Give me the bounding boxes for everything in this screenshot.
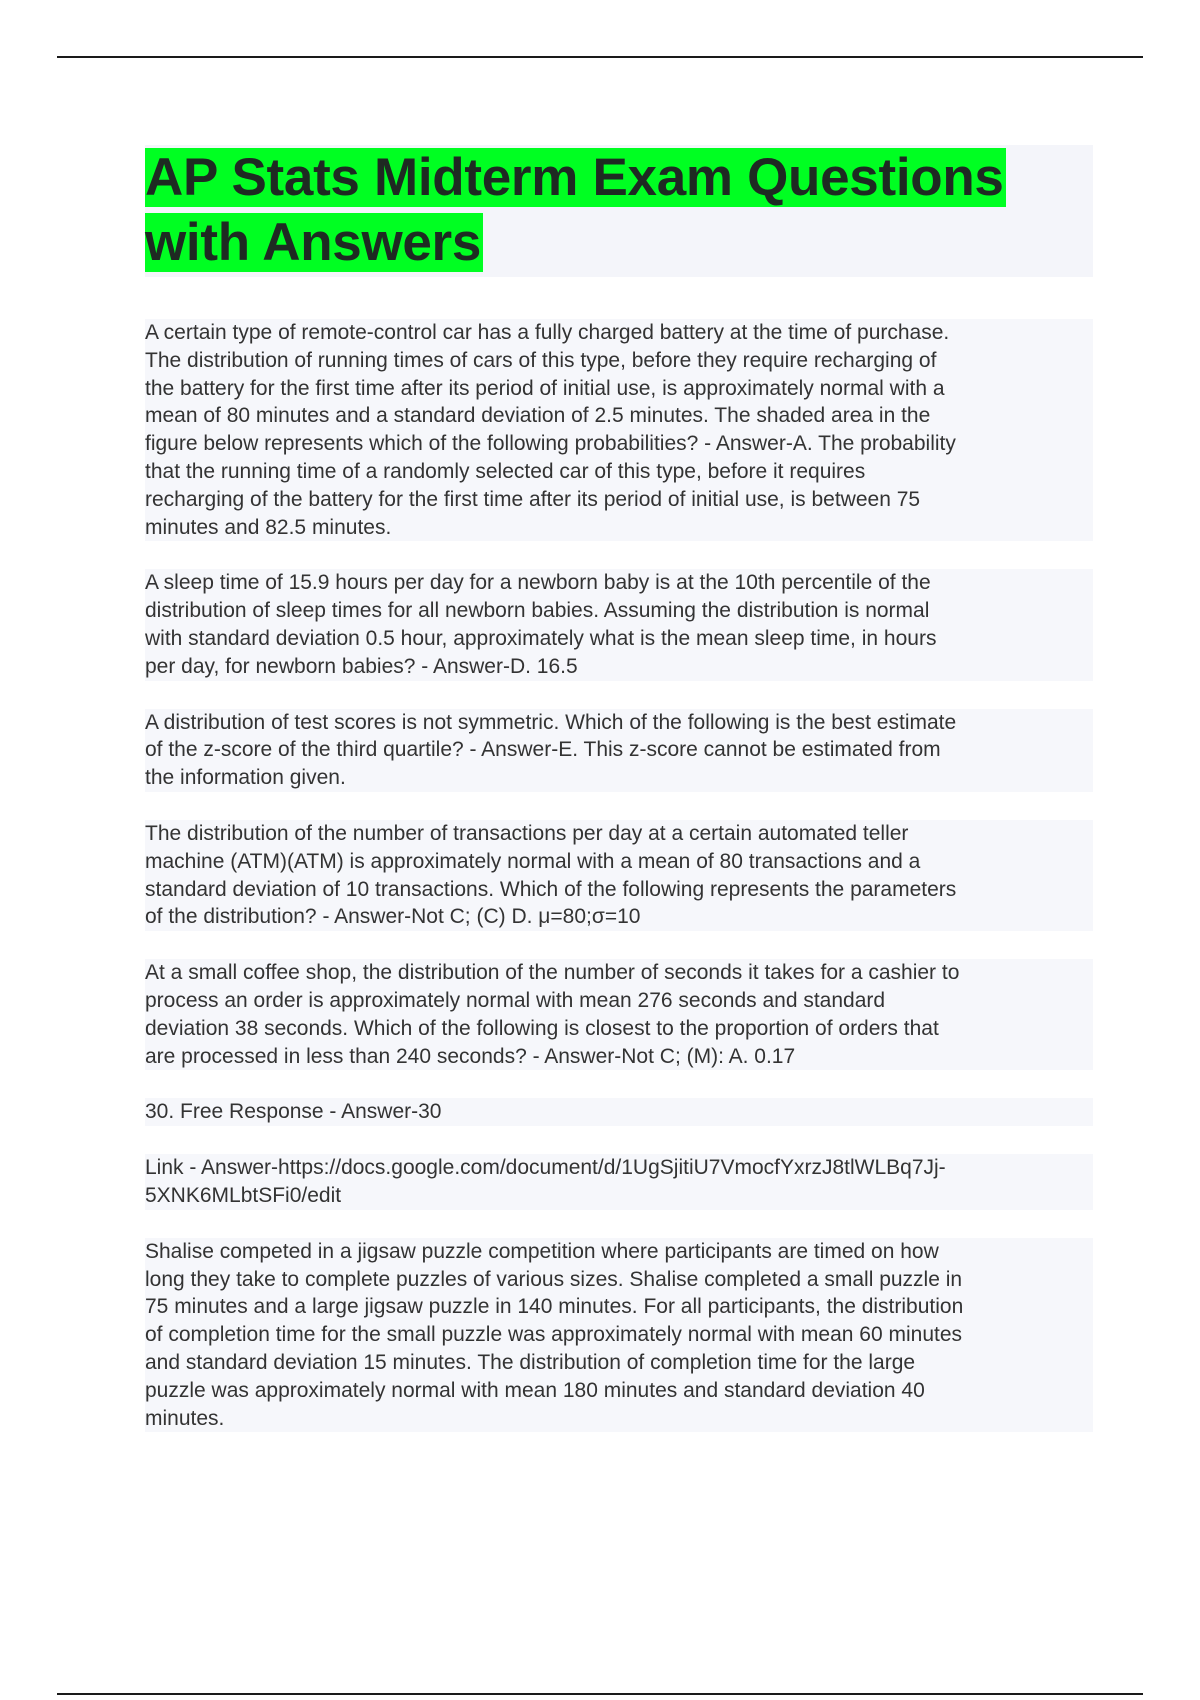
page-title: [145, 145, 1093, 275]
bottom-rule: [57, 1693, 1143, 1695]
qa-entry-free-response: 30. Free Response - Answer-30: [145, 1098, 1093, 1126]
question-answer-list: [145, 319, 1093, 1432]
document-body: [145, 145, 1093, 1460]
page-title-line-2: with Answers: [145, 213, 482, 272]
qa-entry-test-scores: A distribution of test scores is not symmetric. Which of the following is the best estimate of the z-score of the third quartile? - Answer-E. This z-score cannot be estimated from the information given.: [145, 709, 1093, 792]
qa-entry-newborn-sleep: A sleep time of 15.9 hours per day for a newborn baby is at the 10th percentile of the distribution of sleep times for all newborn babies. Assuming the distribution is normal with standard deviation 0.5 hour, approximately what is the mean sleep time, in hours per day, for newborn babies? - Answer-D. 16.5: [145, 569, 1093, 680]
top-rule: [57, 56, 1143, 58]
qa-entry-link: Link - Answer-https://docs.google.com/document/d/1UgSjitiU7VmocfYxrzJ8tlWLBq7Jj- 5XNK6MLbtSFi0/edit: [145, 1154, 1093, 1210]
qa-entry-coffee-shop: At a small coffee shop, the distribution of the number of seconds it takes for a cashier to process an order is approximately normal with mean 276 seconds and standard deviation 38 seconds. Which of the following is closest to the proportion of orders that are processed in less than 240 seconds? - Answer-Not C; (M): A. 0.17: [145, 959, 1093, 1070]
qa-entry-remote-control-car: A certain type of remote-control car has a fully charged battery at the time of purchase. The distribution of running times of cars of this type, before they require recharging of the battery for the first time after its period of initial use, is approximately normal with a mean of 80 minutes and a standard deviation of 2.5 minutes. The shaded area in the figure below represents which of the following probabilities? - Answer-A. The probability that the running time of a randomly selected car of this type, before it requires recharging of the battery for the first time after its period of initial use, is between 75 minutes and 82.5 minutes.: [145, 319, 1093, 541]
title-block: [145, 145, 1093, 277]
page-title-line-1: AP Stats Midterm Exam Questions: [145, 148, 1004, 207]
qa-entry-atm-transactions: The distribution of the number of transactions per day at a certain automated teller machine (ATM)(ATM) is approximately normal with a mean of 80 transactions and a standard deviation of 10 transactions. Which of the following represents the parameters of the distribution? - Answer-Not C; (C) D. μ=80;σ=10: [145, 820, 1093, 931]
qa-entry-jigsaw-puzzle: Shalise competed in a jigsaw puzzle competition where participants are timed on how long they take to complete puzzles of various sizes. Shalise completed a small puzzle in 75 minutes and a large jigsaw puzzle in 140 minutes. For all participants, the distribution of completion time for the small puzzle was approximately normal with mean 60 minutes and standard deviation 15 minutes. The distribution of completion time for the large puzzle was approximately normal with mean 180 minutes and standard deviation 40 minutes.: [145, 1238, 1093, 1433]
